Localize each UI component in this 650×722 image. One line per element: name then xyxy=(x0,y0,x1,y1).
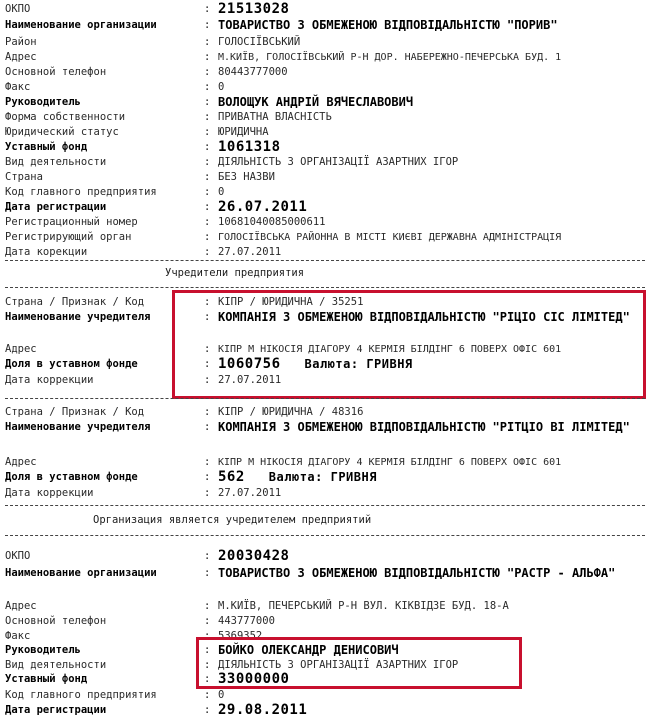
sub-fax-value: 5369352 xyxy=(218,630,263,642)
founder-country-label: Страна / Признак / Код xyxy=(5,406,145,418)
reg-date-value: 26.07.2011 xyxy=(218,199,308,215)
sub-okpo-row xyxy=(0,549,650,564)
separator xyxy=(5,505,645,506)
activity-value: ДІЯЛЬНІСТЬ З ОРГАНІЗАЦІЇ АЗАРТНИХ ІГОР xyxy=(218,156,459,168)
founder-corr-label: Дата коррекции xyxy=(5,487,94,499)
founder-name-row xyxy=(0,420,650,435)
colon: : xyxy=(204,471,211,483)
okpo-value: 21513028 xyxy=(218,1,290,17)
reg-body-value: ГОЛОСІЇВСЬКА РАЙОННА В МІСТІ КИЄВІ ДЕРЖАВНА АДМІНІСТРАЦІЯ xyxy=(218,232,562,243)
founder-name-value: КОМПАНІЯ З ОБМЕЖЕНОЮ ВІДПОВІДАЛЬНІСТЮ "РІТЦІО ВІ ЛІМІТЕД" xyxy=(218,420,630,434)
fax-value: 0 xyxy=(218,81,225,93)
sub-reg-date-value: 29.08.2011 xyxy=(218,702,308,718)
founder-country-value: КІПР / ЮРИДИЧНА / 48316 xyxy=(218,406,364,418)
colon: : xyxy=(204,96,211,108)
separator xyxy=(5,535,645,536)
sub-reg-date-row xyxy=(0,703,650,718)
sub-phone-value: 443777000 xyxy=(218,615,275,627)
founder-share-value: 562 xyxy=(218,469,245,485)
colon: : xyxy=(204,126,211,138)
colon: : xyxy=(204,456,211,468)
sub-director-label: Руководитель xyxy=(5,644,81,656)
sub-address-value: М.КИЇВ, ПЕЧЕРСЬКИЙ Р-Н ВУЛ. КІКВІДЗЕ БУД. 18-А xyxy=(218,600,509,612)
reg-date-label: Дата регистрации xyxy=(5,201,107,213)
sub-address-row xyxy=(0,599,650,614)
founder-of-title: Организация является учредителем предприятий xyxy=(93,514,372,526)
colon: : xyxy=(204,374,211,386)
colon: : xyxy=(204,550,211,562)
colon: : xyxy=(204,421,211,433)
director-row xyxy=(0,95,650,110)
sub-reg-date-label: Дата регистрации xyxy=(5,704,107,716)
district-row xyxy=(0,35,650,50)
sub-capital-label: Уставный фонд xyxy=(5,673,88,685)
sub-okpo-value: 20030428 xyxy=(218,548,290,564)
address-label: Адрес xyxy=(5,51,37,63)
founder-name-label: Наименование учредителя xyxy=(5,311,151,323)
phone-label: Основной телефон xyxy=(5,66,107,78)
district-label: Район xyxy=(5,36,37,48)
sub-head-code-value: 0 xyxy=(218,689,225,701)
founder-currency: Валюта: ГРИВНЯ xyxy=(268,470,377,484)
highlight-box xyxy=(196,637,522,689)
founder-corr-value: 27.07.2011 xyxy=(218,374,282,386)
founder-country-label: Страна / Признак / Код xyxy=(5,296,145,308)
org-name-label: Наименование организации xyxy=(5,19,157,31)
founder-share-label: Доля в уставном фонде xyxy=(5,358,138,370)
colon: : xyxy=(204,66,211,78)
colon: : xyxy=(204,111,211,123)
colon: : xyxy=(204,186,211,198)
colon: : xyxy=(204,216,211,228)
founder-name-value: КОМПАНІЯ З ОБМЕЖЕНОЮ ВІДПОВІДАЛЬНІСТЮ "РІЦІО СІС ЛІМІТЕД" xyxy=(218,310,630,324)
director-label: Руководитель xyxy=(5,96,81,108)
founder-corr-value: 27.07.2011 xyxy=(218,487,282,499)
sub-phone-row xyxy=(0,614,650,629)
reg-number-row xyxy=(0,215,650,230)
founder-corr-row xyxy=(0,486,650,501)
founder-address-label: Адрес xyxy=(5,343,37,355)
head-code-label: Код главного предприятия xyxy=(5,186,157,198)
sub-activity-value: ДІЯЛЬНІСТЬ З ОРГАНІЗАЦІЇ АЗАРТНИХ ІГОР xyxy=(218,659,459,671)
legal-status-label: Юридический статус xyxy=(5,126,119,138)
colon: : xyxy=(204,36,211,48)
head-code-value: 0 xyxy=(218,186,225,198)
founder-name-label: Наименование учредителя xyxy=(5,421,151,433)
fax-label: Факс xyxy=(5,81,31,93)
colon: : xyxy=(204,311,211,323)
founder-address-row xyxy=(0,455,650,470)
sub-okpo-label: ОКПО xyxy=(5,550,31,562)
phone-row xyxy=(0,65,650,80)
sub-fax-label: Факс xyxy=(5,630,31,642)
colon: : xyxy=(204,246,211,258)
legal-status-row xyxy=(0,125,650,140)
country-row xyxy=(0,170,650,185)
corr-date-label: Дата корекции xyxy=(5,246,88,258)
founder-corr-label: Дата коррекции xyxy=(5,374,94,386)
sub-address-label: Адрес xyxy=(5,600,37,612)
separator xyxy=(5,260,645,261)
sub-activity-label: Вид деятельности xyxy=(5,659,107,671)
okpo-label: ОКПО xyxy=(5,3,31,15)
colon: : xyxy=(204,141,211,153)
colon: : xyxy=(204,487,211,499)
founder-address-value: КІПР М НІКОСІЯ ДІАГОРУ 4 КЕРМІЯ БІЛДІНГ 6 ПОВЕРХ ОФІС 601 xyxy=(218,457,562,468)
founder-share-cell xyxy=(218,470,377,485)
head-code-row xyxy=(0,185,650,200)
founder-share-row xyxy=(0,470,650,485)
reg-number-label: Регистрационный номер xyxy=(5,216,138,228)
separator xyxy=(5,398,645,399)
activity-label: Вид деятельности xyxy=(5,156,107,168)
colon: : xyxy=(204,19,211,31)
reg-date-row xyxy=(0,200,650,215)
colon: : xyxy=(204,358,211,370)
sub-head-code-label: Код главного предприятия xyxy=(5,689,157,701)
sub-capital-value: 33000000 xyxy=(218,671,290,687)
legal-status-value: ЮРИДИЧНА xyxy=(218,126,269,138)
okpo-row xyxy=(0,2,650,17)
sub-phone-label: Основной телефон xyxy=(5,615,107,627)
org-name-value: ТОВАРИСТВО З ОБМЕЖЕНОЮ ВІДПОВІДАЛЬНІСТЮ "ПОРИВ" xyxy=(218,18,558,32)
capital-row xyxy=(0,140,650,155)
address-value: М.КИЇВ, ГОЛОСІЇВСЬКИЙ Р-Н ДОР. НАБЕРЕЖНО-ПЕЧЕРСЬКА БУД. 1 xyxy=(218,52,562,63)
colon: : xyxy=(204,296,211,308)
capital-label: Уставный фонд xyxy=(5,141,88,153)
founder-country-value: КІПР / ЮРИДИЧНА / 35251 xyxy=(218,296,364,308)
founder-currency: Валюта: ГРИВНЯ xyxy=(304,357,413,371)
reg-number-value: 10681040085000611 xyxy=(218,216,326,228)
corr-date-value: 27.07.2011 xyxy=(218,246,282,258)
colon: : xyxy=(204,567,211,579)
founder-address-label: Адрес xyxy=(5,456,37,468)
colon: : xyxy=(204,3,211,15)
colon: : xyxy=(204,343,211,355)
address-row xyxy=(0,50,650,65)
sub-name-label: Наименование организации xyxy=(5,567,157,579)
ownership-row xyxy=(0,110,650,125)
founder-country-row xyxy=(0,405,650,420)
ownership-label: Форма собственности xyxy=(5,111,126,123)
sub-name-value: ТОВАРИСТВО З ОБМЕЖЕНОЮ ВІДПОВІДАЛЬНІСТЮ "РАСТР - АЛЬФА" xyxy=(218,566,616,580)
district-value: ГОЛОСІЇВСЬКИЙ xyxy=(218,36,301,48)
reg-body-label: Регистрирующий орган xyxy=(5,231,132,243)
colon: : xyxy=(204,171,211,183)
separator xyxy=(5,287,645,288)
corr-date-row xyxy=(0,245,650,260)
colon: : xyxy=(204,615,211,627)
director-value: ВОЛОЩУК АНДРІЙ ВЯЧЕСЛАВОВИЧ xyxy=(218,95,414,109)
colon: : xyxy=(204,673,211,685)
founders-title: Учредители предприятия xyxy=(165,267,305,279)
org-name-row xyxy=(0,18,650,33)
founder-share-value: 1060756 xyxy=(218,356,281,372)
colon: : xyxy=(204,51,211,63)
fax-row xyxy=(0,80,650,95)
phone-value: 80443777000 xyxy=(218,66,288,78)
colon: : xyxy=(204,201,211,213)
sub-head-code-row xyxy=(0,688,650,703)
founder-address-value: КІПР М НІКОСІЯ ДІАГОРУ 4 КЕРМІЯ БІЛДІНГ 6 ПОВЕРХ ОФІС 601 xyxy=(218,344,562,355)
activity-row xyxy=(0,155,650,170)
colon: : xyxy=(204,600,211,612)
colon: : xyxy=(204,659,211,671)
sub-name-row xyxy=(0,566,650,581)
ownership-value: ПРИВАТНА ВЛАСНІСТЬ xyxy=(218,111,332,123)
highlight-box xyxy=(172,290,646,399)
colon: : xyxy=(204,704,211,716)
colon: : xyxy=(204,689,211,701)
colon: : xyxy=(204,630,211,642)
reg-body-row xyxy=(0,230,650,245)
colon: : xyxy=(204,406,211,418)
country-value: БЕЗ НАЗВИ xyxy=(218,171,275,183)
colon: : xyxy=(204,231,211,243)
country-label: Страна xyxy=(5,171,43,183)
colon: : xyxy=(204,156,211,168)
sub-director-value: БОЙКО ОЛЕКСАНДР ДЕНИСОВИЧ xyxy=(218,643,399,657)
colon: : xyxy=(204,81,211,93)
colon: : xyxy=(204,644,211,656)
capital-value: 1061318 xyxy=(218,139,281,155)
founder-share-label: Доля в уставном фонде xyxy=(5,471,138,483)
